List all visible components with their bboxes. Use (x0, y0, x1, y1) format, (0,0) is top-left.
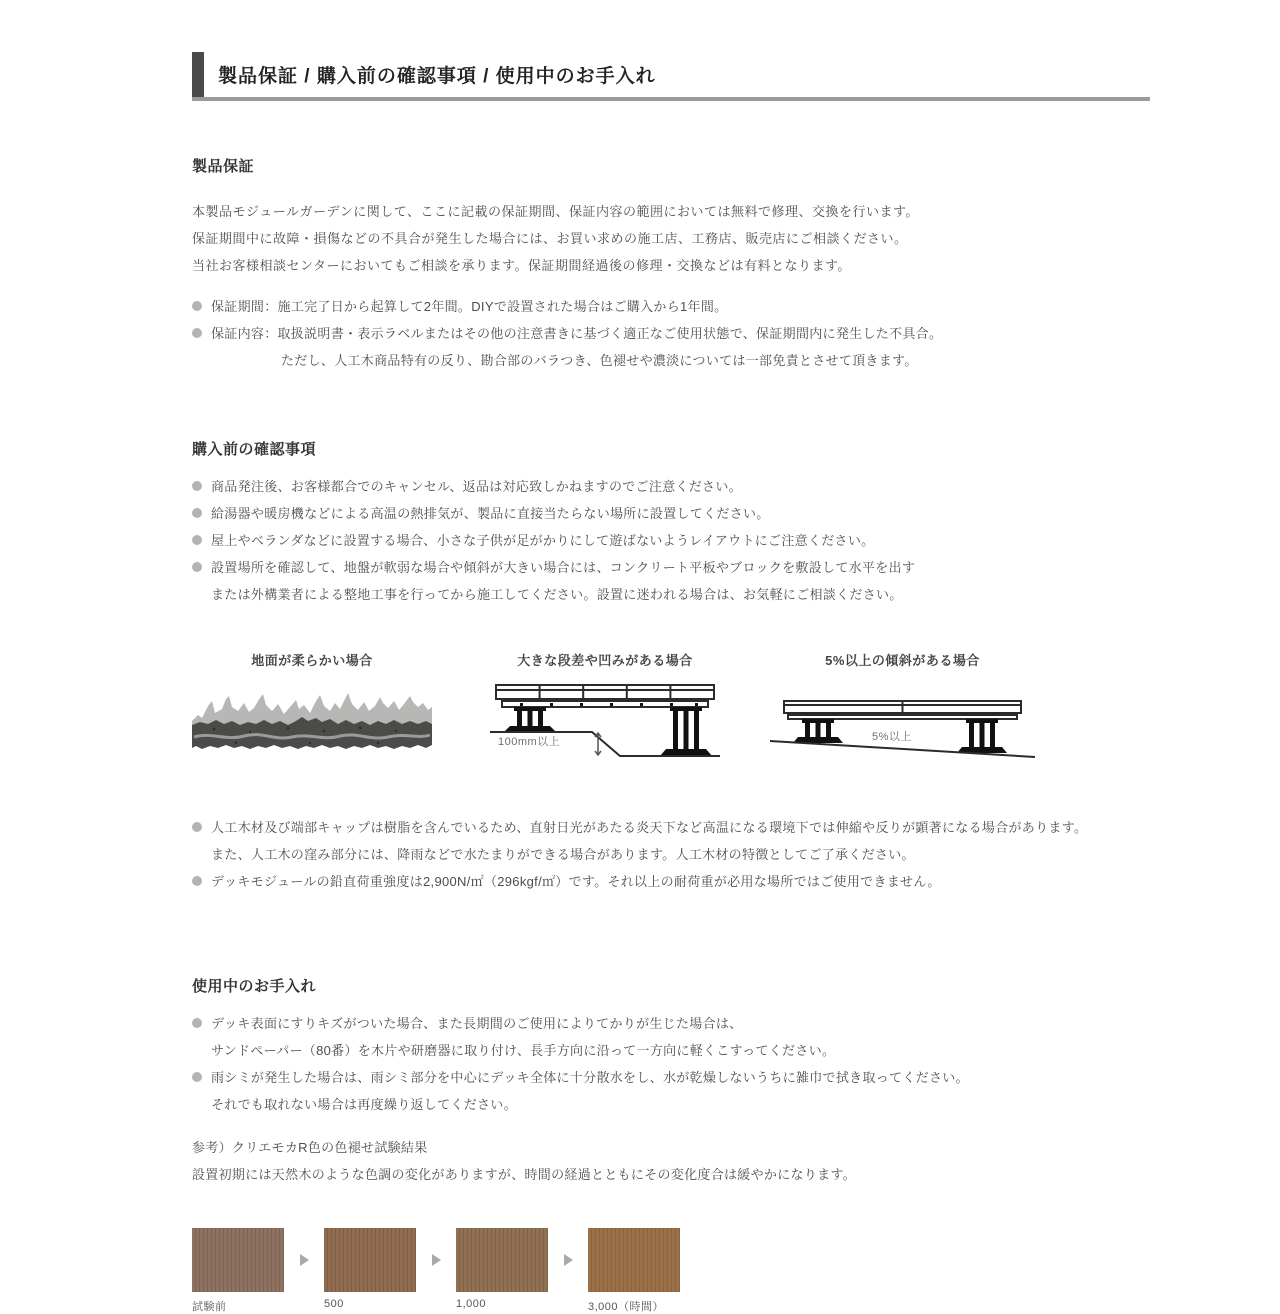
soft-ground-drawing (192, 691, 432, 753)
wood-swatch-image (192, 1228, 284, 1292)
warranty-line: 当社お客様相談センターにおいてもご相談を承ります。保証期間経過後の修理・交換などは有料となります。 (192, 258, 851, 273)
arrow-right-icon (432, 1254, 441, 1266)
slope-illustration (770, 695, 1035, 770)
swatch-label: 3,000（時間） (588, 1301, 665, 1313)
page-content (192, 0, 1150, 1314)
figure-slope (770, 650, 1035, 770)
arrow-right-icon (564, 1254, 573, 1266)
bullet-dot-icon (192, 328, 202, 338)
header-accent-bar (192, 52, 204, 97)
swatch-label: 試験前 (192, 1301, 227, 1313)
step-drawing (490, 679, 720, 774)
step-dimension-label: 100mm以上 (498, 736, 561, 748)
before-purchase-heading: 購入前の確認事項 (192, 441, 317, 458)
list-item (192, 293, 1150, 320)
bullet-text: 給湯器や暖房機などによる高温の熱排気が、製品に直接当たらない場所に設置してください。 (211, 506, 770, 521)
reference-title: 参考）クリエモカR色の色褪せ試験結果 (192, 1140, 428, 1155)
bullet-dot-icon (192, 535, 202, 545)
figure-soft-ground (192, 650, 432, 758)
before-purchase-bullet-list (192, 473, 1150, 608)
arrow-gap (548, 1228, 588, 1292)
bullet-text: 屋上やベランダなどに設置する場合、小さな子供が足がかりにして遊ばないようレイアウトにご注意ください。 (211, 533, 875, 548)
warranty-heading: 製品保証 (192, 158, 255, 175)
figure-caption: 地面が柔らかい場合 (251, 653, 373, 668)
swatch-item (324, 1228, 416, 1310)
list-item (192, 527, 1150, 554)
fade-test-swatches (192, 1228, 1150, 1314)
soft-ground-illustration (192, 691, 432, 758)
swatch-item (192, 1228, 284, 1314)
page-title: 製品保証 / 購入前の確認事項 / 使用中のお手入れ (218, 66, 656, 87)
bullet-text: 保証内容：取扱説明書・表示ラベルまたはその他の注意書きに基づく適正なご使用状態で、保証期間内に発生した不具合。 (211, 326, 943, 341)
bullet-dot-icon (192, 301, 202, 311)
bullet-text: デッキモジュールの鉛直荷重強度は2,900N/㎡（296kgf/㎡）です。それ以上の耐荷重が必用な場所ではご使用できません。 (211, 874, 941, 889)
reference-description: 設置初期には天然木のような色調の変化がありますが、時間の経過とともにその変化度合は緩やかになります。 (192, 1167, 856, 1182)
warranty-paragraph (192, 198, 1150, 279)
figure-caption: 大きな段差や凹みがある場合 (517, 653, 693, 668)
list-item (192, 320, 1150, 347)
bullet-dot-icon (192, 508, 202, 518)
arrow-right-icon (300, 1254, 309, 1266)
swatch-label: 1,000 (456, 1298, 487, 1310)
swatch-label: 500 (324, 1298, 344, 1310)
arrow-gap (284, 1228, 324, 1292)
bullet-continuation: サンドペーパー（80番）を木片や研磨器に取り付け、長手方向に沿って一方向に軽くこすってください。 (211, 1043, 836, 1058)
bullet-continuation: それでも取れない場合は再度繰り返してください。 (211, 1097, 517, 1112)
warranty-bullet-list (192, 293, 1150, 374)
figure-caption: 5%以上の傾斜がある場合 (825, 653, 980, 668)
list-item (192, 500, 1150, 527)
list-item (192, 1010, 1150, 1037)
wood-swatch-image (324, 1228, 416, 1292)
list-item (192, 868, 1150, 895)
list-item (192, 554, 1150, 581)
care-heading: 使用中のお手入れ (192, 978, 317, 995)
bullet-continuation: また、人工木の窪み部分には、降雨などで水たまりができる場合があります。人工木材の特徴としてご了承ください。 (211, 847, 915, 862)
warranty-line: 保証期間中に故障・損傷などの不具合が発生した場合には、お買い求めの施工店、工務店、販売店にご相談ください。 (192, 231, 908, 246)
wood-swatch-image (456, 1228, 548, 1292)
bullet-text: 商品発注後、お客様都合でのキャンセル、返品は対応致しかねますのでご注意ください。 (211, 479, 742, 494)
swatch-item (456, 1228, 548, 1310)
swatch-item (588, 1228, 680, 1314)
care-bullet-list (192, 1010, 1150, 1118)
bullet-continuation: または外構業者による整地工事を行ってから施工してください。設置に迷われる場合は、お気軽にご相談ください。 (211, 587, 903, 602)
bullet-continuation: ただし、人工木商品特有の反り、勘合部のバラつき、色褪せや濃淡については一部免責とさせて頂きます。 (281, 353, 918, 368)
bullet-text: 雨シミが発生した場合は、雨シミ部分を中心にデッキ全体に十分散水をし、水が乾燥しないうちに雑巾で拭き取ってください。 (211, 1070, 969, 1085)
material-notes-list (192, 814, 1150, 895)
bullet-text: 人工木材及び端部キャップは樹脂を含んでいるため、直射日光があたる炎天下など高温になる環境下では伸縮や反りが顕著になる場合があります。 (211, 820, 1088, 835)
installation-figures (192, 650, 1150, 790)
list-item (192, 814, 1150, 841)
list-item (192, 473, 1150, 500)
bullet-dot-icon (192, 562, 202, 572)
bullet-dot-icon (192, 1018, 202, 1028)
bullet-dot-icon (192, 822, 202, 832)
step-illustration (490, 679, 720, 779)
warranty-line: 本製品モジュールガーデンに関して、ここに記載の保証期間、保証内容の範囲においては無料で修理、交換を行います。 (192, 204, 919, 219)
page-header (192, 52, 1150, 101)
bullet-text: デッキ表面にすりキズがついた場合、また長期間のご使用によりてかりが生じた場合は、 (211, 1016, 743, 1031)
arrow-gap (416, 1228, 456, 1292)
figure-step (490, 650, 720, 779)
bullet-dot-icon (192, 876, 202, 886)
slope-grade-label: 5%以上 (872, 731, 912, 743)
list-item (192, 1064, 1150, 1091)
fade-test-reference (192, 1134, 1150, 1188)
wood-swatch-image (588, 1228, 680, 1292)
bullet-text: 保証期間：施工完了日から起算して2年間。DIYで設置された場合はご購入から1年間。 (211, 299, 728, 314)
bullet-dot-icon (192, 1072, 202, 1082)
bullet-dot-icon (192, 481, 202, 491)
bullet-text: 設置場所を確認して、地盤が軟弱な場合や傾斜が大きい場合には、コンクリート平板やブロックを敷設して水平を出す (211, 560, 916, 575)
